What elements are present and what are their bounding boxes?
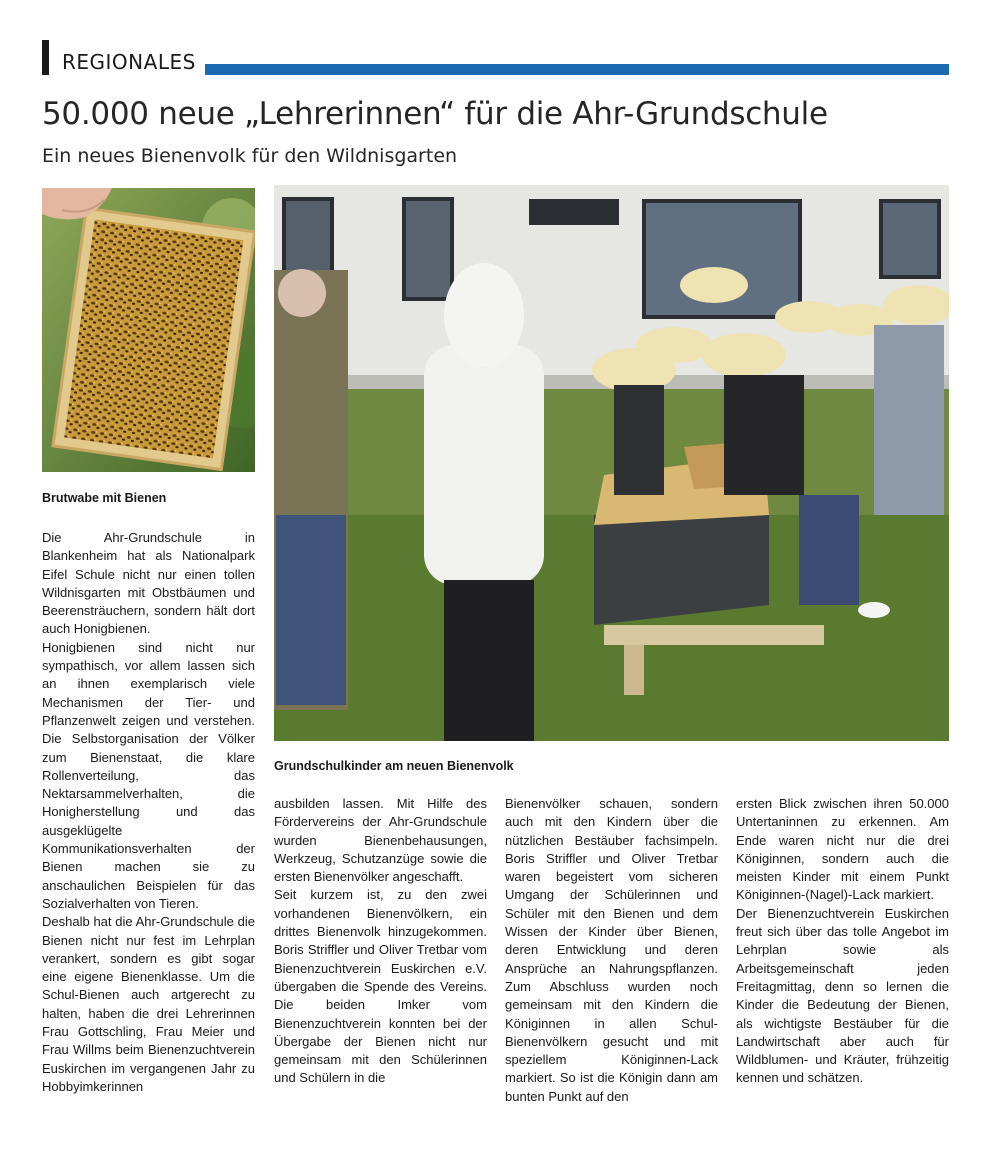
article-headline: 50.000 neue „Lehrerinnen“ für die Ahr-Grundschule: [42, 96, 828, 132]
beehive-photo: [274, 185, 949, 741]
section-header: [42, 40, 949, 76]
paragraph: Seit kurzem ist, zu den zwei vorhandenen Bienenvölkern, ein drittes Bienenvolk hinzugekommen. Boris Striffler und Oliver Tretbar vom Bienenzuchtverein Euskirchen e.V. übergaben die Spende des Vereins. Die beiden Imker vom Bienenzuchtverein konnten bei der Übergabe der Bienen nicht nur gemeinsam mit den Schülerinnen und Schülern in die: [274, 887, 487, 1086]
article-column-1: [42, 529, 255, 1096]
section-rule: [205, 64, 949, 75]
paragraph: ersten Blick zwischen ihren 50.000 Untertaninnen zu erkennen. Am Ende waren nicht nur die drei Königinnen, sondern auch die meisten Kinder mit einem Punkt Königinnen-(Nagel)-Lack markiert.: [736, 796, 949, 903]
paragraph: Bienenvölker schauen, sondern auch mit den Kindern über die nützlichen Bestäuber fachsimpeln. Boris Striffler und Oliver Tretbar waren begeistert vom sicheren Umgang der Schülerinnen und Schüler mit den Bienen und dem Wissen der Kinder über Bienen, deren Entwicklung und deren Ansprüche an Nahrungspflanzen. Zum Abschluss wurden noch gemeinsam mit den Kindern die Königinnen in allen Schul-Bienenvölkern gesucht und mit speziellem Königinnen-Lack markiert. So ist die Königin dann am bunten Punkt auf den: [505, 796, 718, 1104]
honeycomb-photo: [42, 188, 255, 472]
section-label: REGIONALES: [62, 50, 196, 74]
beehive-illustration: [274, 185, 949, 741]
article-column-4: [736, 795, 949, 1088]
beehive-photo-caption: Grundschulkinder am neuen Bienenvolk: [274, 759, 514, 773]
paragraph: Honigbienen sind nicht nur sympathisch, vor allem lassen sich an ihnen exemplarisch viele Mechanismen der Tier- und Pflanzenwelt zeigen und verstehen. Die Selbstorganisation der Völker zum Bienenstaat, die klare Rollenverteilung, das Nektarsammelverhalten, die Honigherstellung und das ausgeklügelte Kommunikationsverhalten der Bienen machen sie zu anschaulichen Beispielen für das Sozialverhalten von Tieren.: [42, 639, 255, 911]
paragraph: Die Ahr-Grundschule in Blankenheim hat als Nationalpark Eifel Schule nicht nur einen tollen Wildnisgarten mit Obstbäumen und Beerensträuchern, sondern hält dort auch Honigbienen.: [42, 530, 255, 637]
article-column-3: [505, 795, 718, 1106]
honeycomb-photo-caption: Brutwabe mit Bienen: [42, 491, 167, 505]
paragraph: ausbilden lassen. Mit Hilfe des Fördervereins der Ahr-Grundschule wurden Bienenbehausungen, Werkzeug, Schutzanzüge sowie die ersten Bienenvölker angeschafft.: [274, 796, 487, 885]
honeycomb-illustration: [42, 188, 255, 472]
paragraph: Deshalb hat die Ahr-Grundschule die Bienen nicht nur fest im Lehrplan verankert, sondern es gibt sogar eine eigene Bienenklasse. Um die Schul-Bienen auch artgerecht zu halten, haben die drei Lehrerinnen Frau Gottschling, Frau Meier und Frau Willms beim Bienenzuchtverein Euskirchen im vergangenen Jahr zu Hobbyimkerinnen: [42, 914, 255, 1094]
section-marker: [42, 40, 49, 75]
article-column-2: [274, 795, 487, 1088]
paragraph: Der Bienenzuchtverein Euskirchen freut sich über das tolle Angebot im Lehrplan sowie als Arbeitsgemeinschaft jeden Freitagmittag, denn so lernen die Kinder die Bedeutung der Bienen, als wichtigste Bestäuber für die Landwirtschaft aber auch für Wildblumen- und Kräuter, frühzeitig kennen und schätzen.: [736, 905, 949, 1086]
article-subheadline: Ein neues Bienenvolk für den Wildnisgarten: [42, 145, 458, 167]
